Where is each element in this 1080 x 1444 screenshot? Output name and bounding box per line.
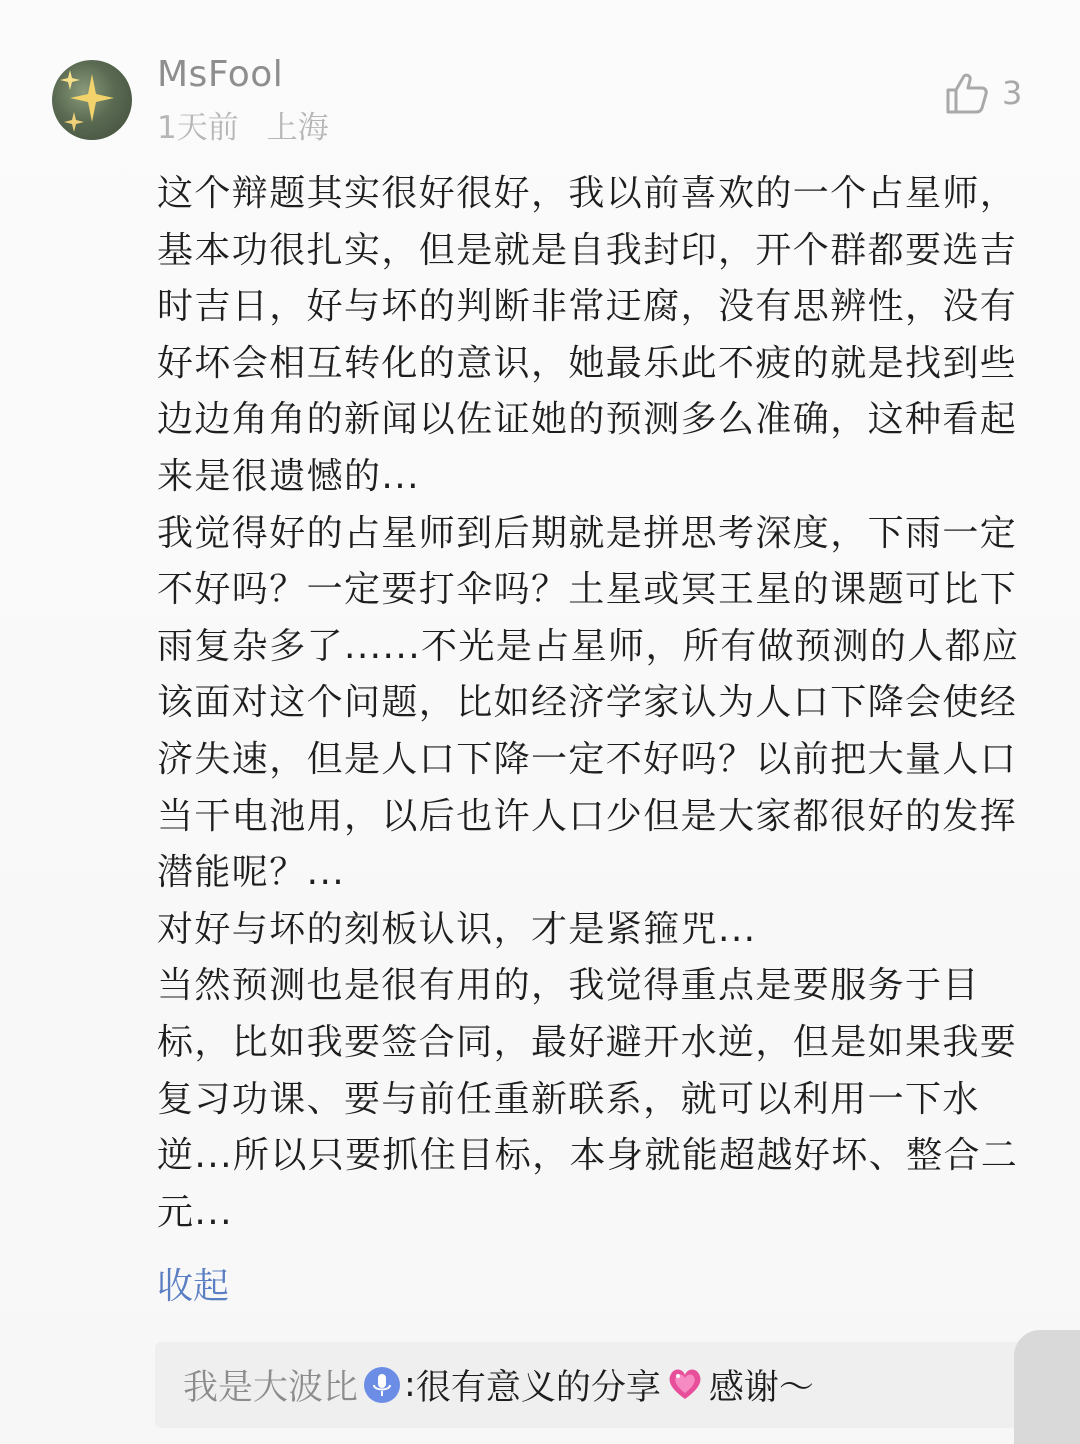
- comment-meta: [157, 106, 329, 150]
- comment-paragraph: 这个辩题其实很好很好，我以前喜欢的一个占星师，基本功很扎实，但是就是自我封印，开个群都要选吉时吉日，好与坏的判断非常迂腐，没有思辨性，没有好坏会相互转化的意识，她最乐此不疲的就是找到些边边角角的新闻以佐证她的预测多么准确，这种看起来是很遗憾的...: [157, 173, 1018, 497]
- comment-paragraph: 当然预测也是很有用的，我觉得重点是要服务于目标，比如我要签合同，最好避开水逆，但是如果我要复习功课、要与前任重新联系，就可以利用一下水逆...所以只要抓住目标，本身就能超越好坏、整合二元...: [157, 965, 1019, 1233]
- reply-separator: :: [404, 1365, 416, 1405]
- reply-text: 很有意义的分享: [415, 1368, 661, 1408]
- reply-text-end: 感谢～: [708, 1368, 814, 1408]
- reply-author[interactable]: 我是大波比: [183, 1368, 359, 1408]
- reply-preview[interactable]: [155, 1342, 1025, 1428]
- username[interactable]: MsFool: [157, 54, 284, 95]
- side-panel-edge: [1014, 1330, 1080, 1444]
- collapse-link[interactable]: 收起: [157, 1266, 230, 1307]
- like-button[interactable]: [944, 70, 1022, 116]
- like-count: 3: [1002, 74, 1023, 112]
- comment-body: [157, 166, 1027, 1241]
- comment-location: 上海: [266, 110, 329, 146]
- sparkling-heart-icon: [665, 1364, 705, 1406]
- comment-time: 1天前: [157, 110, 239, 146]
- microphone-icon: [364, 1367, 400, 1403]
- comment-paragraph: 对好与坏的刻板认识，才是紧箍咒...: [157, 908, 757, 950]
- user-avatar[interactable]: [52, 60, 132, 140]
- sparkle-icon: [52, 60, 132, 140]
- thumbs-up-icon: [944, 70, 990, 116]
- comment-paragraph: 我觉得好的占星师到后期就是拼思考深度，下雨一定不好吗？一定要打伞吗？土星或冥王星的课题可比下雨复杂多了......不光是占星师，所有做预测的人都应该面对这个问题，比如经济学家认为人口下降会使经济失速，但是人口下降一定不好吗？以前把大量人口当干电池用，以后也许人口少但是大家都很好的发挥潜能呢？...: [157, 512, 1020, 894]
